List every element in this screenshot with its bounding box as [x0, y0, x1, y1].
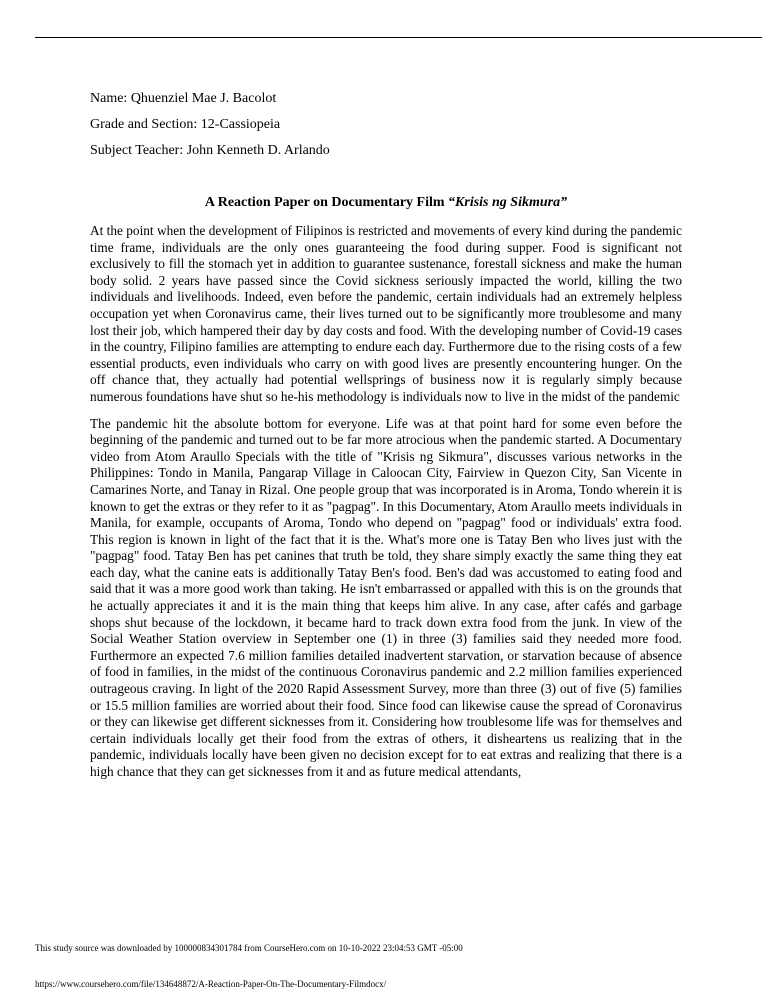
paragraph-1: At the point when the development of Filipinos is restricted and movements of every kind during the pandemic time frame, individuals are the only ones guaranteeing the food during supper. Food is significant not exclusively to fill the stomach yet in addition to guarantee sustenance, forestall sickness and make the human body solid. 2 years have passed since the Covid sickness seriously impacted the world, killing the two individuals and livelihoods. Indeed, even before the pandemic, certain individuals had an extremely helpless occupation yet when Coronavirus came, their lives turned out to be significantly more troublesome and many lost their job, which hampered their day by day costs and food. With the developing number of Covid-19 cases in the country, Filipino families are attempting to endure each day. Furthermore due to the rising costs of a few essential products, even individuals who carry on with good lives are presently encountering hunger. On the off chance that, they actually had potential wellsprings of business now it is regularly simply because numerous foundations have shut so he-his methodology is individuals now to live in the midst of the pandemic — [90, 223, 682, 404]
paper-title-prefix: A Reaction Paper on Documentary Film — [204, 195, 449, 210]
paper-title — [90, 195, 682, 211]
film-title: “Krisis ng Sikmura” — [448, 195, 568, 210]
download-note: This study source was downloaded by 100000834301784 from CourseHero.com on 10-10-2022 23:04:53 GMT -05:00 — [35, 943, 463, 953]
paragraph-2: The pandemic hit the absolute bottom for everyone. Life was at that point hard for some even before the beginning of the pandemic and turned out to be far more atrocious when the pandemic started. A Documentary video from Atom Araullo Specials with the title of "Krisis ng Sikmura", discusses various networks in the Philippines: Tondo in Manila, Pangarap Village in Caloocan City, Fairview in Quezon City, San Vicente in Camarines Norte, and Tanay in Rizal. One people group that was incorporated is in Aroma, Tondo wherein it is known to get the extras or they refer to it as "pagpag". In this Documentary, Atom Araullo meets individuals in Manila, for example, occupants of Aroma, Tondo who depend on "pagpag" food or individuals' extra food. This region is known in light of the fact that it is the. What's more one is Tatay Ben who lives just with the "pagpag" food. Tatay Ben has pet canines that truth be told, they share simply exactly the same thing they eat each day, what the canine eats is additionally Tatay Ben's food. Ben's dad was accustomed to eating food and said that it was a more good work than taking. He isn't embarrassed or appalled with this is on the grounds that he actually appreciates it and it is the main thing that keeps him alive. In any case, after cafés and garbage shops shut because of the lockdown, it became hard to track down extra food from the junk. In view of the Social Weather Station overview in September one (1) in three (3) families said they needed more food. Furthermore an expected 7.6 million families detailed inadvertent starvation, or starvation because of absence of food in families, in the midst of the continuous Coronavirus pandemic and 2.2 million families experienced outrageous craving. In light of the 2020 Rapid Assessment Survey, more than three (3) out of five (5) families or 15.5 million families are worried about their food. Since food can likewise cause the spread of Coronavirus or they can likewise get different sicknesses from it. Considering how troublesome life was for themselves and certain individuals locally get their food from the extras of others, it disheartens us realizing that in the pandemic, individuals locally have been given no decision except for to eat extras and realizing that there is a high chance that they can get sicknesses from it and as future medical attendants, — [90, 415, 682, 779]
student-name: Name: Qhuenziel Mae J. Bacolot — [90, 91, 277, 106]
grade-section: Grade and Section: 12-Cassiopeia — [90, 117, 281, 132]
source-url[interactable]: https://www.coursehero.com/file/134648872/A-Reaction-Paper-On-The-Documentary-Filmdocx/ — [35, 979, 387, 989]
top-rule — [35, 37, 762, 38]
document-body — [90, 91, 682, 791]
subject-teacher: Subject Teacher: John Kenneth D. Arlando — [90, 143, 330, 158]
student-info — [90, 91, 682, 159]
